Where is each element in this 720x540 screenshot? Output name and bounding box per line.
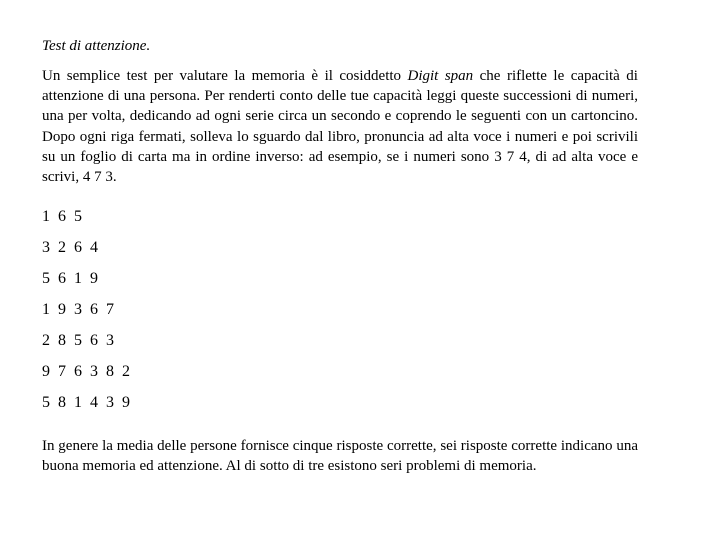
intro-text-end: che riflette le capacità di attenzione di una persona. Per renderti conto delle tue capacità leggi queste successioni di numeri, una per volta, dedicando ad ogni serie circa un secondo e coprendo le seguenti con un cartoncino. Dopo ogni riga fermati, solleva lo sguardo dal libro, pronuncia ad alta voce i numeri e poi scrivili su un foglio di carta ma in ordine inverso: ad esempio, se i numeri sono 3 7 4, di ad alta voce e scrivi, 4 7 3. [42,68,638,186]
digit-sequence: 1 9 3 6 7 [42,301,116,319]
closing-paragraph: In genere la media delle persone fornisce cinque risposte corrette, sei risposte corrette indicano una buona memoria ed attenzione. Al di sotto di tre esistono seri problemi di memoria. [42,438,638,475]
document-title: Test di attenzione. [42,38,151,54]
intro-paragraph [42,66,638,187]
digit-sequence: 5 8 1 4 3 9 [42,394,132,412]
document-page [42,36,638,477]
intro-term: Digit span [407,68,474,84]
intro-text-start: Un semplice test per valutare la memoria è il cosiddetto [42,68,408,84]
digit-sequence: 2 8 5 6 3 [42,332,116,350]
digit-sequence: 3 2 6 4 [42,239,100,257]
digit-sequence: 9 7 6 3 8 2 [42,363,132,381]
digit-sequence: 5 6 1 9 [42,270,100,288]
digit-sequence-list [42,207,638,424]
digit-sequence: 1 6 5 [42,208,84,226]
